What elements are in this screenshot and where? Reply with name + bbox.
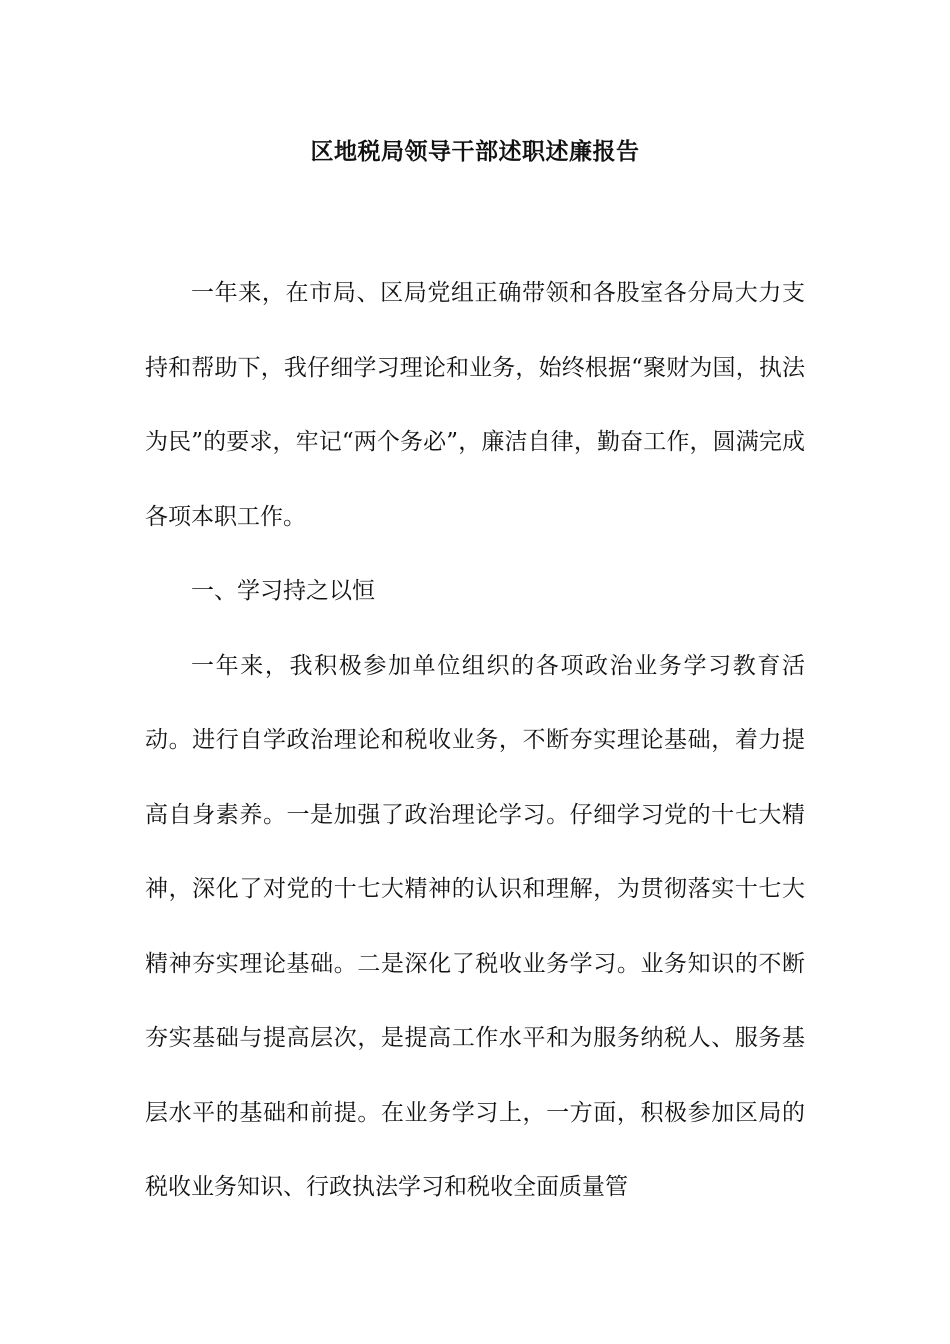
document-title: 区地税局领导干部述职述廉报告 bbox=[310, 138, 640, 165]
section-heading-study: 一、学习持之以恒 bbox=[191, 578, 375, 604]
paragraph-intro: 一年来，在市局、区局党组正确带领和各股室各分局大力支持和帮助下，我仔细学习理论和业务，始终根据“聚财为国，执法为民”的要求，牢记“两个务必”，廉洁自律，勤奋工作，圆满完成各项本职工作。 bbox=[145, 280, 805, 530]
document-body bbox=[145, 256, 805, 1225]
paragraph-study: 一年来，我积极参加单位组织的各项政治业务学习教育活动。进行自学政治理论和税收业务，不断夯实理论基础，着力提高自身素养。一是加强了政治理论学习。仔细学习党的十七大精神，深化了对党的十七大精神的认识和理解，为贯彻落实十七大精神夯实理论基础。二是深化了税收业务学习。业务知识的不断夯实基础与提高层次，是提高工作水平和为服务纳税人、服务基层水平的基础和前提。在业务学习上，一方面，积极参加区局的税收业务知识、行政执法学习和税收全面质量管 bbox=[145, 652, 805, 1200]
